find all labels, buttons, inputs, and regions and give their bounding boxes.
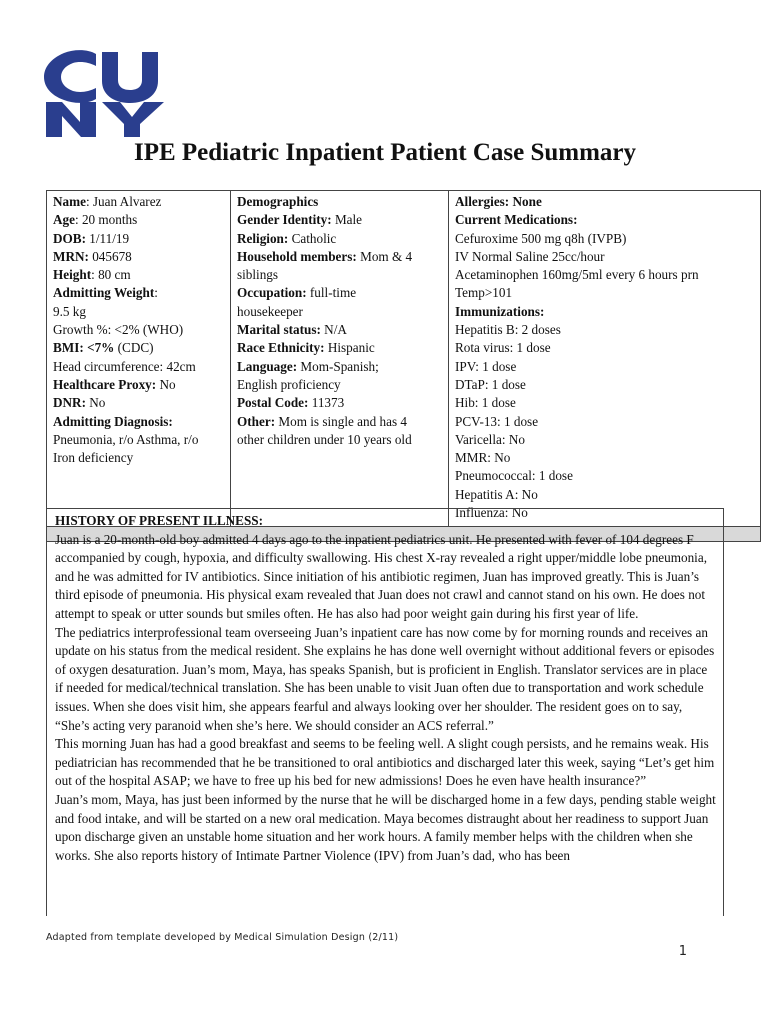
immunization-item: Pneumococcal: 1 dose [455, 468, 573, 484]
current-meds-label: Current Medications: [455, 212, 578, 228]
patient-summary-table [46, 190, 761, 542]
age-value: : 20 months [74, 212, 138, 228]
clinical-cell [449, 191, 761, 527]
other-value: Mom is single and has 4 [275, 413, 407, 429]
race-label: Race Ethnicity: [237, 340, 325, 356]
religion-value: Catholic [288, 230, 337, 246]
mrn-value: 045678 [88, 248, 132, 264]
cuny-logo [44, 50, 166, 138]
occupation-value: full-time [306, 285, 357, 301]
occupation-label: Occupation: [237, 285, 307, 301]
bmi-value: (CDC) [114, 340, 154, 356]
immunization-item: Hib: 1 dose [455, 395, 516, 411]
dob-label: DOB: [53, 230, 86, 246]
immunization-item: PCV-13: 1 dose [455, 413, 539, 429]
household-value-cont: siblings [237, 267, 279, 283]
language-label: Language: [237, 358, 298, 374]
hpi-paragraph: This morning Juan has had a good breakfast and seems to be feeling well. A slight cough persists, and he remains weak. His pediatrician has recommended that he be transitioned to oral antibiotics and discharged later this week, saying “Let’s get him out of the hospital ASAP; we have to free up his bed for new admissions! Does he even have health insurance?” [55, 736, 715, 789]
dnr-value: No [85, 395, 106, 411]
hpi-paragraph: Juan’s mom, Maya, has just been informed by the nurse that he will be discharged home in a few days, pending stable weight and food intake, and will be started on a new oral medication. Maya becomes distraught about her readiness to support Juan upon discharge given an unstable home situation and her work hours. A family member helps with the children when she works. She also reports history of Intimate Partner Violence (IPV) from Juan’s dad, who has been [55, 791, 716, 863]
other-label: Other: [237, 413, 276, 429]
other-value-cont: other children under 10 years old [237, 431, 412, 447]
allergies: Allergies: None [455, 194, 542, 209]
med-item: Temp>101 [455, 285, 513, 301]
height-value: : 80 cm [91, 267, 131, 283]
immunization-item: Hepatitis B: 2 doses [455, 322, 561, 338]
demographics-cell [231, 191, 449, 527]
dob-value: 1/11/19 [85, 230, 130, 246]
immunizations-label: Immunizations: [455, 303, 545, 319]
immunization-item: Rota virus: 1 dose [455, 340, 551, 356]
diagnosis-label: Admitting Diagnosis: [53, 413, 173, 429]
diagnosis-line-2: Iron deficiency [53, 450, 134, 466]
household-label: Household members: [237, 248, 357, 264]
immunization-item: DTaP: 1 dose [455, 376, 526, 392]
name-label: Name [53, 194, 86, 209]
immunization-item: Influenza: No [455, 505, 528, 521]
postal-label: Postal Code: [237, 395, 309, 411]
demographics-heading: Demographics [237, 194, 319, 209]
med-item: Cefuroxime 500 mg q8h (IVPB) [455, 230, 627, 246]
hpi-paragraph: The pediatrics interprofessional team overseeing Juan’s inpatient care has now come by for morning rounds and receives an update on his status from the medical resident. She explains he has done well overnight without additional fevers or episodes of oxygen desaturation. Juan’s mom, Maya, has speaks Spanish, but is proficient in English. Translator services are in place if needed for medical/technical translation. She has been unable to visit Juan often due to transportation and work schedule issues. When she does visit him, she appears fearful and always looking over her shoulder. The resident goes on to say, “She’s acting very paranoid when she’s here. We should consider an ACS referral.” [55, 624, 715, 733]
immunization-item: Varicella: No [455, 431, 525, 447]
med-item: Acetaminophen 160mg/5ml every 6 hours prn [455, 267, 699, 283]
hpi-heading: HISTORY OF PRESENT ILLNESS: [55, 513, 264, 528]
marital-label: Marital status: [237, 322, 321, 338]
bmi-label: BMI: <7% [53, 340, 115, 356]
weight-value: 9.5 kg [53, 303, 86, 319]
immunization-item: IPV: 1 dose [455, 358, 517, 374]
religion-label: Religion: [237, 230, 289, 246]
proxy-value: No [156, 376, 176, 392]
patient-info-cell [47, 191, 231, 527]
head-circumference: Head circumference: 42cm [53, 358, 196, 374]
postal-value: 11373 [308, 395, 345, 411]
admitting-weight-label: Admitting Weight [53, 285, 155, 301]
hpi-paragraph: Juan is a 20-month-old boy admitted 4 days ago to the inpatient pediatrics unit. He presented with fever of 104 degrees F accompanied by cough, hypoxia, and difficulty swallowing. His chest X-ray revealed a right upper/middle lobe pneumonia, and he was admitted for IV antibiotics. Since initiation of his antibiotic regimen, Juan has improved greatly. This is Juan’s third episode of pneumonia. His physical exam revealed that Juan does not crawl and cannot stand on his own. He does not attempt to speak or utter sounds but smiles often. He has also had poor weight gain during his first year of life. [55, 531, 707, 621]
footer-credit: Adapted from template developed by Medical Simulation Design (2/11) [46, 932, 399, 943]
growth-percentile: Growth %: <2% (WHO) [53, 322, 184, 338]
height-label: Height [53, 267, 92, 283]
marital-value: N/A [320, 322, 347, 338]
language-value-cont: English proficiency [237, 376, 341, 392]
mrn-label: MRN: [53, 248, 89, 264]
race-value: Hispanic [324, 340, 375, 356]
gender-value: Male [331, 212, 363, 228]
name-value: : Juan Alvarez [85, 194, 162, 209]
admitting-weight-colon: : [154, 285, 158, 301]
language-value: Mom-Spanish; [297, 358, 379, 374]
immunization-item: MMR: No [455, 450, 511, 466]
proxy-label: Healthcare Proxy: [53, 376, 157, 392]
age-label: Age [53, 212, 75, 228]
immunization-item: Hepatitis A: No [455, 486, 538, 502]
med-item: IV Normal Saline 25cc/hour [455, 248, 605, 264]
page-number: 1 [678, 944, 687, 959]
dnr-label: DNR: [53, 395, 86, 411]
page-title: IPE Pediatric Inpatient Patient Case Summary [133, 139, 637, 166]
occupation-value-cont: housekeeper [237, 303, 303, 319]
gender-label: Gender Identity: [237, 212, 332, 228]
household-value: Mom & 4 [356, 248, 413, 264]
diagnosis-line-1: Pneumonia, r/o Asthma, r/o [53, 431, 199, 447]
history-of-present-illness [46, 508, 724, 916]
